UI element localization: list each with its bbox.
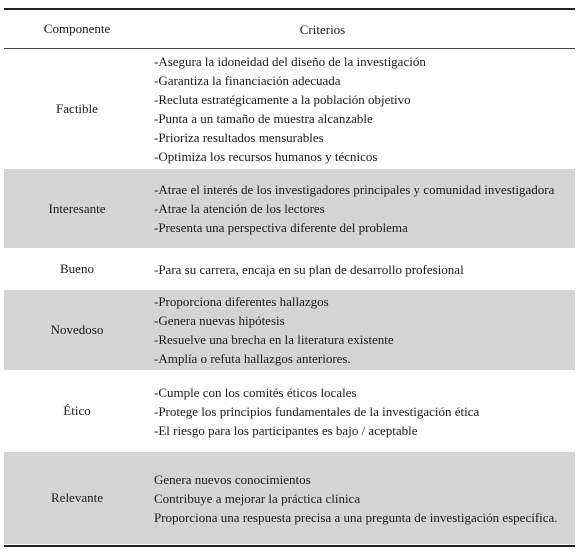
- criteria-item: -Recluta estratégicamente a la población objetivo: [154, 91, 411, 107]
- header-criterios: Criterios: [299, 21, 346, 37]
- criteria-cell: [150, 169, 575, 248]
- header-row: [4, 10, 575, 48]
- criteria-item: -Protege los principios fundamentales de la investigación ética: [154, 403, 480, 419]
- bottom-rule: [4, 545, 575, 547]
- criteria-item: -Garantiza la financiación adecuada: [154, 72, 341, 88]
- criteria-cell: [150, 371, 575, 451]
- criteria-item: -Atrae el interés de los investigadores principales y comunidad investigadora: [154, 182, 555, 197]
- table-row-etico: [4, 371, 575, 451]
- component-cell: Relevante: [51, 490, 103, 505]
- criteria-item: Proporciona una respuesta precisa a una pregunta de investigación específica.: [154, 509, 558, 525]
- component-cell: Bueno: [60, 261, 94, 276]
- criteria-item: -Para su carrera, encaja en su plan de desarrollo profesional: [154, 261, 464, 277]
- criteria-cell: [150, 49, 575, 168]
- criteria-item: -Resuelve una brecha en la literatura existente: [154, 332, 394, 347]
- table-row-bueno: [4, 249, 575, 289]
- criteria-cell: [150, 452, 575, 544]
- component-cell: Factible: [56, 100, 98, 116]
- criteria-item: Genera nuevos conocimientos: [154, 471, 311, 487]
- criteria-item: -Optimiza los recursos humanos y técnicos: [154, 148, 378, 164]
- criteria-item: Contribuye a mejorar la práctica clínica: [154, 490, 361, 506]
- criteria-item: -Asegura la idoneidad del diseño de la investigación: [154, 53, 426, 69]
- table-row-novedoso: [4, 290, 575, 370]
- table-row-interesante: [4, 169, 575, 248]
- component-cell: Ético: [63, 403, 91, 418]
- criteria-item: -Punta a un tamaño de muestra alcanzable: [154, 110, 373, 126]
- criteria-cell: [150, 249, 575, 289]
- criteria-item: -Proporciona diferentes hallazgos: [154, 294, 329, 309]
- criteria-item: -Atrae la atención de los lectores: [154, 201, 325, 216]
- table-row-relevante: [4, 452, 575, 544]
- criteria-item: -Genera nuevas hipótesis: [154, 313, 285, 328]
- table-row-factible: [4, 49, 575, 168]
- component-cell: Novedoso: [50, 322, 104, 337]
- criteria-item: -Presenta una perspectiva diferente del problema: [154, 220, 408, 235]
- criteria-cell: [150, 290, 575, 370]
- component-cell: Interesante: [48, 200, 106, 216]
- criteria-item: -Prioriza resultados mensurables: [154, 129, 324, 145]
- criteria-item: -Cumple con los comités éticos locales: [154, 384, 357, 400]
- criteria-item: -El riesgo para los participantes es bajo / aceptable: [154, 422, 418, 438]
- header-componente: Componente: [43, 21, 111, 36]
- criteria-item: -Amplía o refuta hallazgos anteriores.: [154, 351, 351, 366]
